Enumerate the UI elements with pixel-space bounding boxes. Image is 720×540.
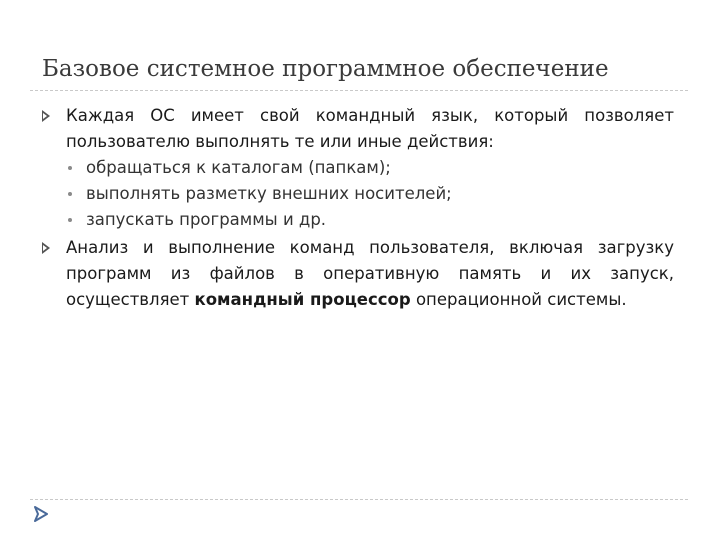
dot-icon [68,166,72,170]
bullet-text-bold: командный процессор [194,290,411,309]
dot-icon [68,218,72,222]
footer-divider [30,499,688,500]
bullet-item-2 [42,235,674,313]
triangle-arrow-icon [42,242,50,254]
sub-item-text: обращаться к каталогам (папкам); [86,158,391,177]
sub-item [66,181,674,207]
bullet-item-1 [42,103,674,233]
sub-item [66,207,674,233]
sub-item-text: выполнять разметку внешних носителей; [86,184,452,203]
title-divider [30,90,688,91]
slide-title: Базовое системное программное обеспечение [42,56,609,82]
bullet-text-after: операционной системы. [410,290,627,309]
dot-icon [68,192,72,196]
slide-nav-icon[interactable] [34,506,48,522]
bullet-text-before: Анализ и выполнение команд пользователя, включая загрузку программ из файлов в оперативную память и их запуск, осуществляет [66,238,674,309]
sub-list [66,155,674,233]
bullet-text: Каждая ОС имеет свой командный язык, который позволяет пользователю выполнять те или иные действия: [66,106,674,151]
slide-body [42,103,674,313]
sub-item-text: запускать программы и др. [86,210,327,229]
triangle-arrow-icon [42,110,50,122]
sub-item [66,155,674,181]
